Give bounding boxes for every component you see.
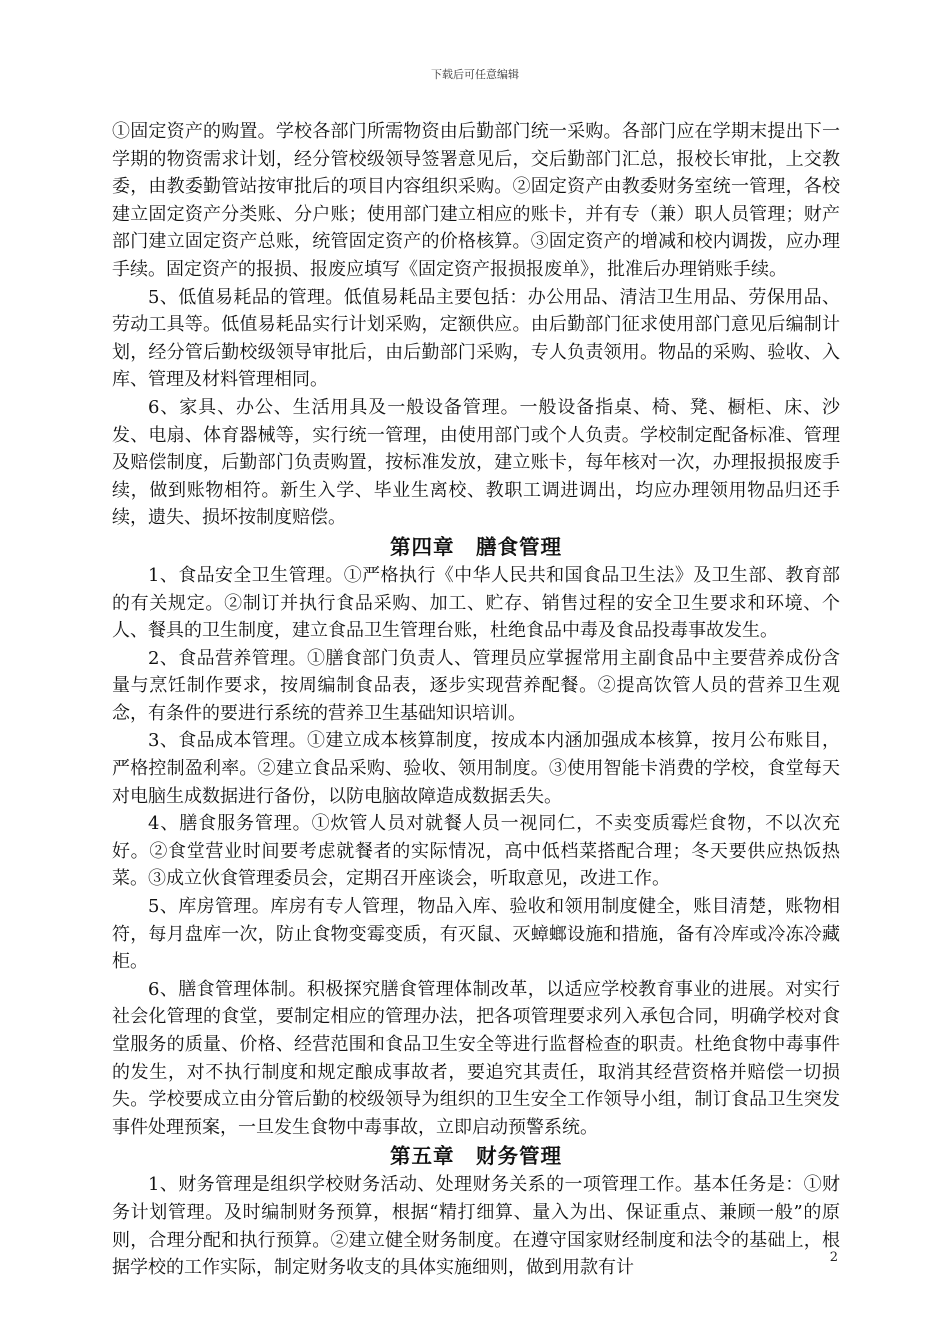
paragraph-catering-system: 6、膳食管理体制。积极探究膳食管理体制改革，以适应学校教育事业的进展。对实行社会化管理的食堂，要制定相应的管理办法，把各项管理要求列入承包合同，明确学校对食堂服务的质量、价格、经营范围和食品卫生安全等进行监督检查的职责。杜绝食物中毒事件的发生，对不执行制度和规定酿成事故者，要追究其责任，取消其经营资格并赔偿一切损失。学校要成立由分管后勤的校级领导为组织的卫生安全工作领导小组，制订食品卫生突发事件处理预案，一旦发生食物中毒事故，立即启动预警系统。 (112, 978, 840, 1138)
paragraph-consumables: 5、低值易耗品的管理。低值易耗品主要包括：办公用品、清洁卫生用品、劳保用品、劳动工具等。低值易耗品实行计划采购，定额供应。由后勤部门征求使用部门意见后编制计划，经分管后勤校级领导审批后，由后勤部门采购，专人负责领用。物品的采购、验收、入库、管理及材料管理相同。 (112, 286, 840, 391)
paragraph-finance-tasks: 1、财务管理是组织学校财务活动、处理财务关系的一项管理工作。基本任务是：①财务计划管理。及时编制财务预算，根据“精打细算、量入为出、保证重点、兼顾一般”的原则，合理分配和执行预算。②建立健全财务制度。在遵守国家财经制度和法令的基础上，根据学校的工作实际，制定财务收支的具体实施细则，做到用款有计 (112, 1174, 840, 1279)
page-header: 下载后可任意编辑 (431, 68, 519, 81)
page-number: 2 (829, 1250, 838, 1265)
paragraph-furniture-equipment: 6、家具、办公、生活用具及一般设备管理。一般设备指桌、椅、凳、橱柜、床、沙发、电扇、体育器械等，实行统一管理，由使用部门或个人负责。学校制定配备标准、管理及赔偿制度，后勤部门负责购置，按标准发放，建立账卡，每年核对一次，办理报损报废手续，做到账物相符。新生入学、毕业生离校、教职工调进调出，均应办理领用物品归还手续，遗失、损坏按制度赔偿。 (112, 396, 840, 529)
paragraph-catering-service: 4、膳食服务管理。①炊管人员对就餐人员一视同仁，不卖变质霉烂食物，不以次充好。②食堂营业时间要考虑就餐者的实际情况，高中低档菜搭配合理；冬天要供应热饭热菜。③成立伙食管理委员会，定期召开座谈会，听取意见，改进工作。 (112, 813, 840, 890)
paragraph-fixed-assets: ①固定资产的购置。学校各部门所需物资由后勤部门统一采购。各部门应在学期末提出下一学期的物资需求计划，经分管校级领导签署意见后，交后勤部门汇总，报校长审批，上交教委，由教委勤管站按审批后的项目内容组织采购。②固定资产由教委财务室统一管理，各校建立固定资产分类账、分户账；使用部门建立相应的账卡，并有专（兼）职人员管理；财产部门建立固定资产总账，统管固定资产的价格核算。③固定资产的增减和校内调拨，应办理手续。固定资产的报损、报废应填写《固定资产报损报废单》，批准后办理销账手续。 (112, 121, 840, 280)
paragraph-food-nutrition: 2、食品营养管理。①膳食部门负责人、管理员应掌握常用主副食品中主要营养成份含量与烹饪制作要求，按周编制食品表，逐步实现营养配餐。②提高饮管人员的营养卫生观念，有条件的要进行系统的营养卫生基础知识培训。 (112, 647, 840, 724)
paragraph-food-safety: 1、食品安全卫生管理。①严格执行《中华人民共和国食品卫生法》及卫生部、教育部的有关规定。②制订并执行食品采购、加工、贮存、销售过程的安全卫生要求和环境、个人、餐具的卫生制度，建立食品卫生管理台账，杜绝食品中毒及食品投毒事故发生。 (112, 564, 840, 642)
chapter-heading-catering: 第四章 膳食管理 (390, 534, 562, 559)
paragraph-food-cost: 3、食品成本管理。①建立成本核算制度，按成本内涵加强成本核算，按月公布账目，严格控制盈利率。②建立食品采购、验收、领用制度。③使用智能卡消费的学校，食堂每天对电脑生成数据进行备份，以防电脑故障造成数据丢失。 (112, 730, 840, 807)
document-body (112, 118, 840, 1282)
paragraph-storeroom: 5、库房管理。库房有专人管理，物品入库、验收和领用制度健全，账目清楚，账物相符，每月盘库一次，防止食物变霉变质，有灭鼠、灭蟑螂设施和措施，备有冷库或冷冻冷藏柜。 (112, 896, 840, 973)
chapter-heading-finance: 第五章 财务管理 (390, 1144, 562, 1169)
